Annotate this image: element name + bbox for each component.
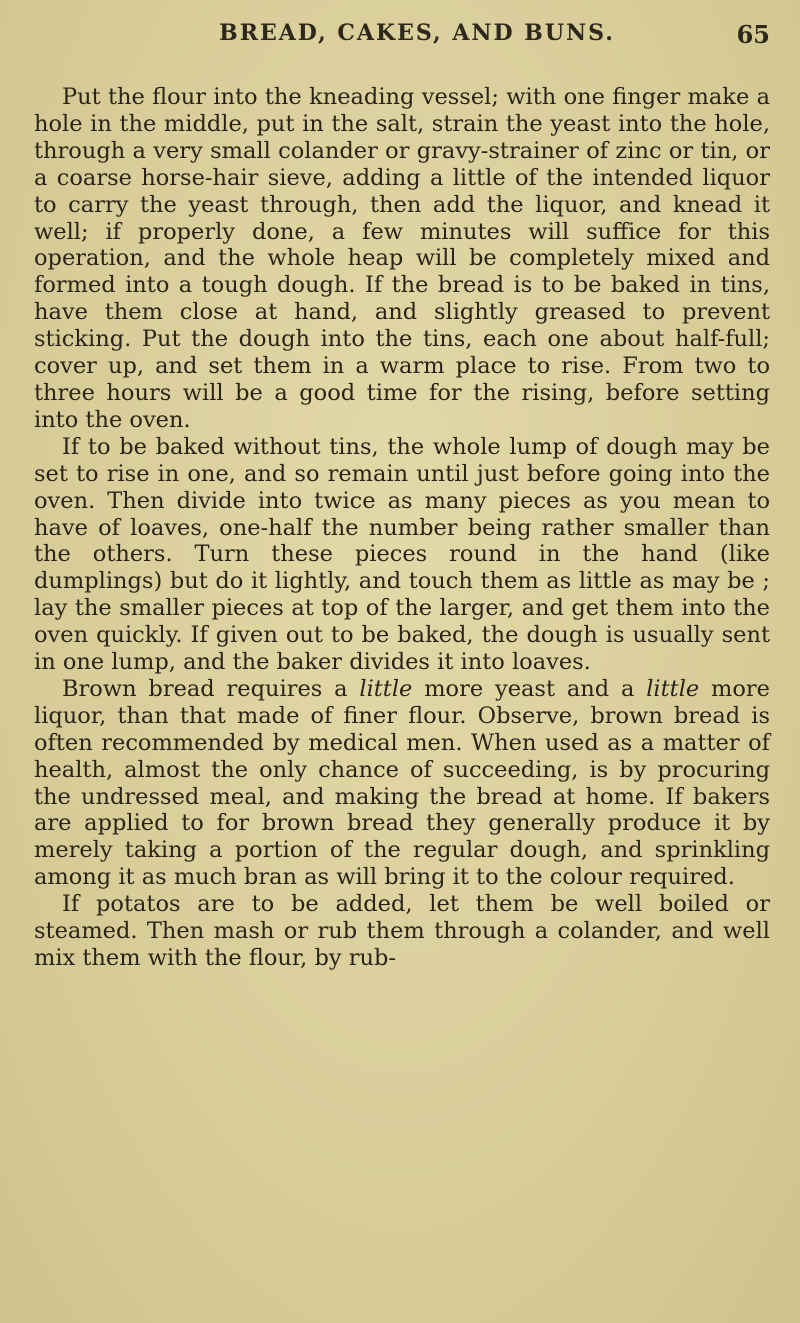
paragraph-kneading: Put the flour into the kneading vessel; with one finger make a hole in the middle, put in the salt, strain the yeast into the hole, through a very small colander or gravy-strainer of zinc or tin, or a coarse horse-hair sieve, adding a little of the intended liquor to carry the yeast through, then add the liquor, and knead it well; if properly done, a few minutes will suffice for this operation, and the whole heap will be completely mixed and formed into a tough dough. If the bread is to be baked in tins, have them close at hand, and slightly greased to prevent sticking. Put the dough into the tins, each one about half-full; cover up, and set them in a warm place to rise. From two to three hours will be a good time for the rising, before setting into the oven.	[34, 84, 770, 433]
italic-word-little-2: little	[646, 675, 700, 702]
brown-bread-text-3: more liquor, than that made of finer flour. Observe, brown bread is often recommended by medical men. When used as a matter of health, almost the only chance of succeeding, is by procuring the undressed meal, and making the bread at home. If bakers are applied to for brown bread they generally produce it by merely taking a portion of the regular dough, and sprinkling among it as much bran as will bring it to the colour required.	[34, 675, 770, 891]
running-head	[34, 20, 770, 60]
paragraph-potatos: If potatos are to be added, let them be well boiled or steamed. Then mash or rub them through a colander, and well mix them with the flour, by rub-	[34, 891, 770, 971]
paragraph-brown-bread	[34, 676, 770, 891]
italic-word-little-1: little	[359, 675, 413, 702]
body-text	[34, 84, 770, 972]
page-number: 65	[736, 20, 770, 49]
brown-bread-text-2: more yeast and a	[412, 675, 647, 702]
paragraph-without-tins: If to be baked without tins, the whole lump of dough may be set to rise in one, and so remain until just before going into the oven. Then divide into twice as many pieces as you mean to have of loaves, one-half the number being rather smaller than the others. Turn these pieces round in the hand (like dumplings) but do it lightly, and touch them as little as may be ; lay the smaller pieces at top of the larger, and get them into the oven quickly. If given out to be baked, the dough is usually sent in one lump, and the baker divides it into loaves.	[34, 433, 770, 676]
brown-bread-text-1: Brown bread requires a	[62, 675, 360, 702]
running-title: BREAD, CAKES, AND BUNS.	[219, 20, 615, 46]
